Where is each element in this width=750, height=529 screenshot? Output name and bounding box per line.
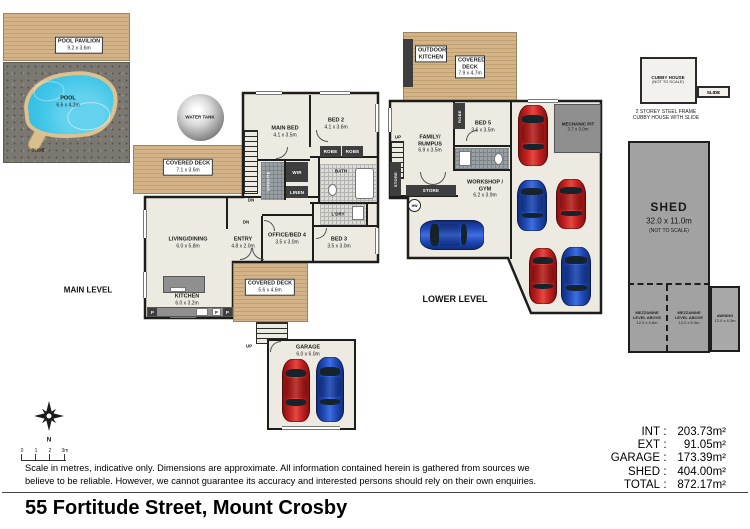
bath-label: BATH — [334, 168, 348, 174]
car-blue — [517, 180, 547, 231]
cubby-label: CUBBY HOUSE (NOT TO SCALE) — [651, 74, 685, 85]
ensuite-label: ENSUITE — [265, 171, 271, 191]
living-label: LIVING/DINING 6.0 x 5.8m — [168, 236, 208, 250]
scale-tick-3: 3m — [61, 448, 69, 454]
fridge: F — [212, 308, 221, 316]
family-label: FAMILY/ RUMPUS 6.9 x 3.5m — [418, 134, 442, 154]
divider — [2, 492, 748, 493]
stove — [196, 308, 208, 316]
main-deck-left-label: COVERED DECK 7.1 x 3.6m — [163, 159, 213, 176]
up-label-main: UP — [245, 343, 253, 349]
window — [375, 104, 379, 132]
pool-pavilion-label: POOL PAVILION 9.2 x 3.6m — [55, 37, 103, 54]
car-blue-workshop — [420, 220, 484, 250]
robe-2: ROBE — [342, 146, 363, 157]
table-row: TOTAL : 872.17m² — [624, 478, 726, 491]
water-tank-label: WATER TANK — [185, 114, 215, 120]
lower-level-label: LOWER LEVEL — [422, 294, 488, 304]
lower-deck-label: COVERED DECK 7.9 x 4.7m — [455, 55, 485, 78]
window — [143, 272, 147, 298]
car-blue — [561, 247, 591, 306]
car-red — [282, 359, 310, 422]
area-summary-table — [588, 426, 726, 492]
garage-door — [282, 426, 340, 430]
outdoor-kitchen-bench — [403, 39, 413, 87]
disclaimer-line-2: believe to be reliable. However, we cannot guarantee its accuracy and interested persons should rely on their own enquiries. — [25, 476, 537, 486]
cubby-caption: 2 STOREY STEEL FRAME CUBBY HOUSE WITH SLIDE — [632, 109, 700, 121]
outdoor-kitchen-label: OUTDOOR KITCHEN — [415, 45, 447, 62]
car-red — [518, 105, 548, 166]
shed-note: (NOT TO SCALE) — [649, 228, 689, 234]
store-wall: STORE — [406, 185, 456, 196]
bed3-label: BED 3 3.5 x 3.0m — [327, 236, 351, 250]
mezzanine-divider — [666, 285, 668, 351]
workshop-label: WORKSHOP / GYM 6.2 x 3.9m — [467, 179, 503, 199]
robe-lower: ROBE — [453, 103, 465, 129]
toilet — [328, 184, 337, 196]
kitchen-sink — [170, 287, 186, 292]
scale-tick-2: 2 — [48, 448, 52, 454]
ensuite-floor — [261, 162, 284, 200]
scale-bar — [21, 460, 66, 461]
robe-1: ROBE — [320, 146, 341, 157]
mechanic-pit-label: MECHANIC PIT 3.7 x 3.0m — [561, 121, 595, 132]
page-title: 55 Fortitude Street, Mount Crosby — [25, 497, 348, 519]
window — [143, 210, 147, 238]
wall — [453, 145, 511, 147]
compass-icon — [34, 401, 64, 431]
shed-dim: 32.0 x 11.0m — [646, 216, 692, 226]
wall — [366, 204, 368, 226]
main-bed-label: MAIN BED 4.1 x 3.5m — [271, 125, 299, 139]
car-blue — [316, 357, 344, 422]
scale-tick-1: 1 — [34, 448, 38, 454]
table-row: SHED : 404.00m² — [628, 465, 726, 478]
office-label: OFFICE/BED 4 3.5 x 3.0m — [268, 232, 306, 246]
slide-label: SLIDE — [31, 147, 45, 153]
window — [388, 108, 392, 132]
window — [528, 99, 558, 103]
shed-name: SHED — [650, 200, 688, 214]
table-row: EXT : 91.05m² — [637, 439, 726, 452]
pool-label: POOL 6.6 x 4.2m — [56, 95, 80, 109]
window — [256, 91, 282, 95]
north-label: N — [46, 436, 52, 444]
mezz1-label: MEZZANINE LEVEL ABOVE 12.0 x 4.6m — [632, 310, 661, 326]
linen: LINEN — [286, 186, 308, 198]
shower — [459, 151, 471, 166]
laundry-tub — [352, 206, 364, 220]
kitchen-label: KITCHEN 6.0 x 3.2m — [174, 293, 200, 307]
up-label-lower: UP — [394, 134, 402, 140]
entry-label: ENTRY 4.8 x 2.0m — [231, 236, 255, 250]
window — [375, 228, 379, 254]
cubby-slide: SLIDE — [697, 86, 730, 98]
dn-label-1: DN — [247, 197, 255, 203]
wall — [312, 203, 314, 262]
pantry-1: P — [148, 308, 157, 316]
wall — [453, 169, 511, 171]
car-red — [556, 179, 586, 229]
scale-tick-0: 0 — [20, 448, 24, 454]
store-side: STORE — [390, 162, 401, 196]
laundry-label: L'DRY — [331, 211, 345, 217]
disclaimer-line-1: Scale in metres, indicative only. Dimensions are approximate. All information contained herein is gathered from sources we — [25, 463, 530, 473]
wall — [313, 225, 378, 227]
window — [320, 91, 350, 95]
garage-label: GARAGE 6.0 x 6.0m — [295, 344, 321, 358]
wall — [510, 101, 512, 259]
main-deck-right-label: COVERED DECK 5.6 x 4.6m — [245, 279, 295, 296]
table-row: GARAGE : 173.39m² — [610, 452, 726, 465]
wall — [309, 95, 311, 147]
bed2-label: BED 2 4.1 x 3.6m — [324, 117, 348, 131]
main-level-label: MAIN LEVEL — [63, 285, 113, 295]
mezz2-label: MEZZANINE LEVEL ABOVE 12.0 x 5.0m — [674, 310, 703, 326]
wall — [226, 197, 228, 229]
toilet — [494, 153, 503, 165]
bathtub — [355, 168, 374, 199]
stairs-main — [244, 130, 258, 194]
bed5-label: BED 5 3.6 x 3.5m — [471, 120, 495, 134]
wall — [262, 214, 313, 216]
table-row: INT : 203.73m² — [641, 426, 726, 438]
wir: WIR — [286, 162, 308, 182]
hot-water-icon: HW — [408, 199, 421, 212]
awning-label: AWNING 12.0 x 4.3m — [714, 312, 736, 323]
car-red — [529, 248, 557, 304]
pantry-2: P — [223, 308, 232, 316]
dn-label-2: DN — [242, 219, 250, 225]
